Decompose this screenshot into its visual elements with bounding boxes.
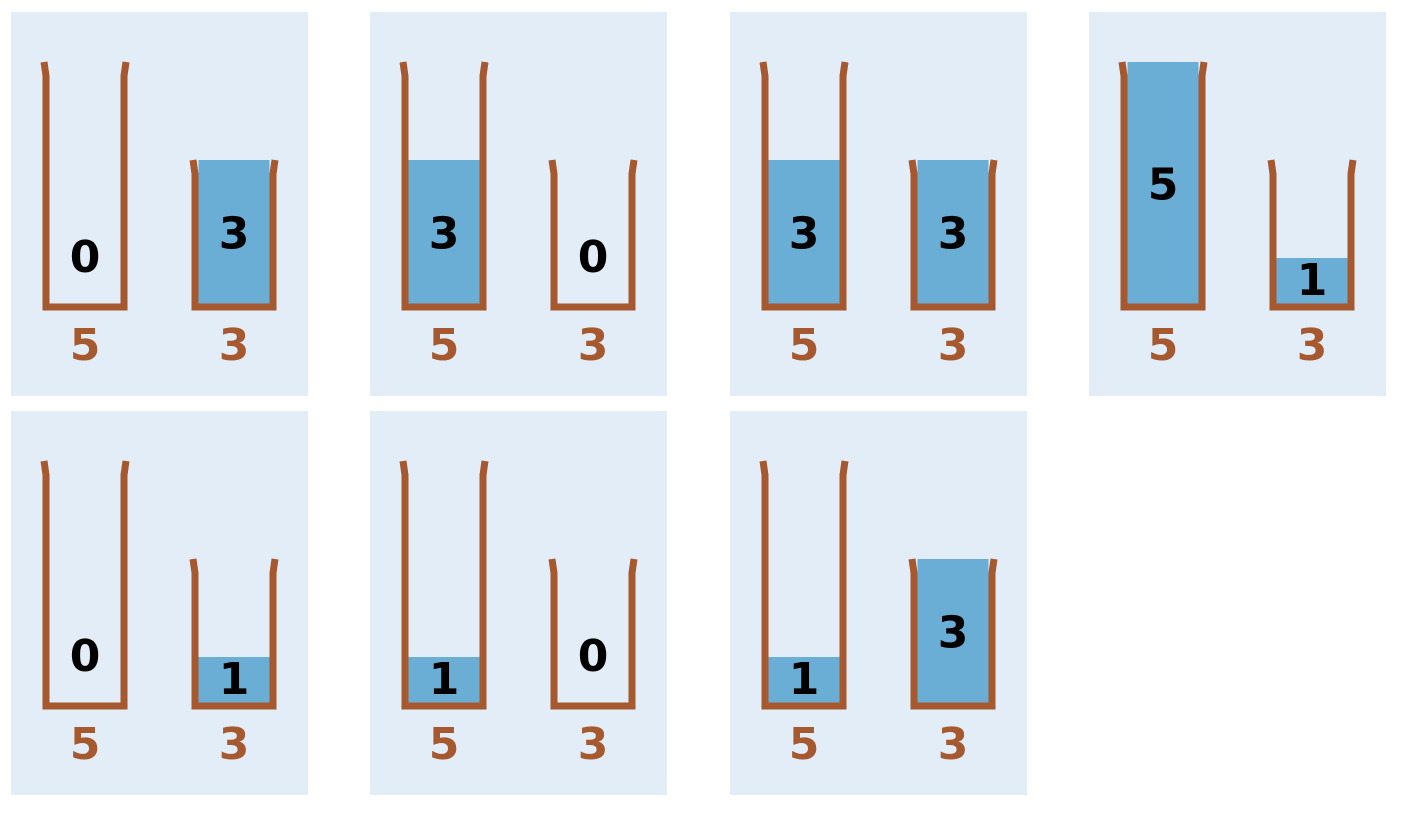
state-panel bbox=[1089, 12, 1386, 396]
jug-capacity-label: 3 bbox=[1296, 320, 1328, 371]
jug-capacity-label: 3 bbox=[937, 719, 969, 770]
jug-capacity-label: 5 bbox=[788, 320, 820, 371]
water-amount-label: 3 bbox=[788, 208, 820, 260]
jug-capacity-label: 3 bbox=[577, 719, 609, 770]
panel-background bbox=[11, 411, 308, 795]
jug-capacity-label: 5 bbox=[428, 320, 460, 371]
jug-capacity-label: 3 bbox=[577, 320, 609, 371]
water-amount-label: 1 bbox=[218, 654, 250, 705]
water-amount-label: 0 bbox=[577, 631, 609, 682]
jug-capacity-label: 5 bbox=[1147, 320, 1179, 371]
jug-capacity-label: 5 bbox=[69, 320, 101, 371]
water-amount-label: 1 bbox=[1296, 255, 1328, 306]
jug-capacity-label: 3 bbox=[218, 320, 250, 371]
state-panel bbox=[370, 12, 667, 396]
water-amount-label: 1 bbox=[428, 654, 460, 705]
water-amount-label: 3 bbox=[937, 208, 969, 260]
jug-capacity-label: 3 bbox=[218, 719, 250, 770]
state-panel bbox=[11, 411, 308, 795]
water-amount-label: 5 bbox=[1147, 159, 1179, 211]
state-panel bbox=[370, 411, 667, 795]
water-amount-label: 0 bbox=[69, 631, 101, 682]
water-amount-label: 0 bbox=[577, 232, 609, 283]
jug-capacity-label: 5 bbox=[69, 719, 101, 770]
water-amount-label: 1 bbox=[788, 654, 820, 705]
panel-background bbox=[370, 411, 667, 795]
water-amount-label: 3 bbox=[218, 208, 250, 260]
state-panel bbox=[730, 411, 1027, 795]
jug-capacity-label: 3 bbox=[937, 320, 969, 371]
jug-capacity-label: 5 bbox=[788, 719, 820, 770]
water-amount-label: 0 bbox=[69, 232, 101, 283]
state-panel bbox=[730, 12, 1027, 396]
jug-capacity-label: 5 bbox=[428, 719, 460, 770]
water-amount-label: 3 bbox=[937, 607, 969, 659]
state-panel bbox=[11, 12, 308, 396]
water-amount-label: 3 bbox=[428, 208, 460, 260]
